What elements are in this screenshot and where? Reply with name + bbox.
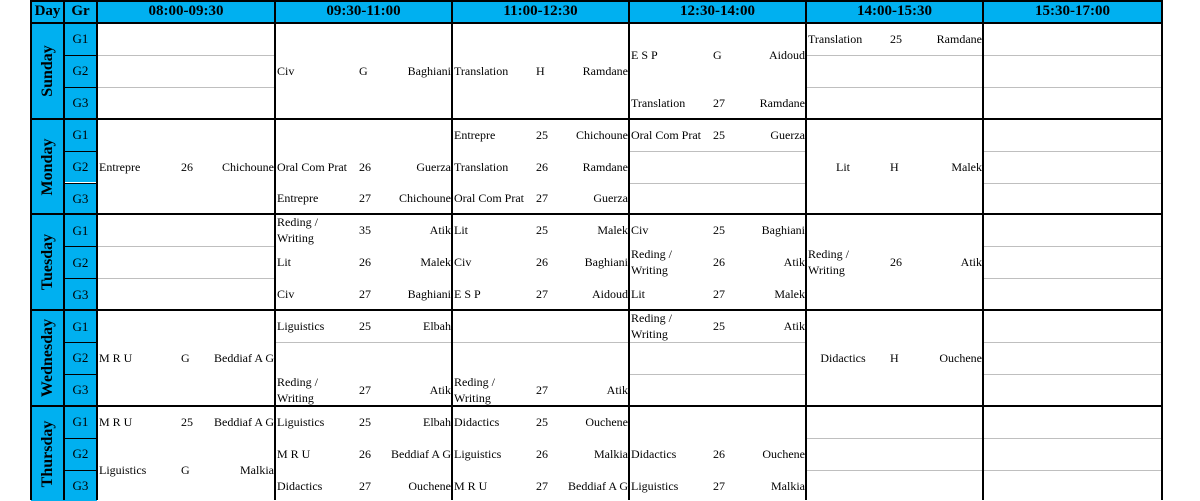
subject-text: Liguistics (277, 319, 325, 334)
class-slot-m-r-u (275, 438, 452, 470)
class-slot-translation (452, 23, 629, 119)
teacher-text: Chichoune (399, 191, 451, 206)
teacher-text: Ouchene (585, 414, 628, 429)
class-slot-lit (275, 246, 452, 278)
room-text: 27 (359, 287, 371, 302)
teacher-text: Malek (420, 255, 451, 270)
header-time-2: 09:30-11:00 (275, 0, 452, 23)
subject-text: M R U (99, 414, 133, 429)
room-text: 27 (713, 478, 725, 493)
teacher-text: Guerza (416, 159, 451, 174)
room-text: 25 (359, 414, 371, 429)
room-text: 26 (713, 255, 725, 270)
header-time-5: 14:00-15:30 (806, 0, 983, 23)
day-label-wednesday (31, 310, 64, 406)
class-slot-e-s-p (452, 278, 629, 310)
class-slot-m-r-u (97, 406, 275, 438)
subject-text: Translation (454, 63, 509, 78)
subject-text: M R U (454, 478, 488, 493)
row-divider (97, 246, 275, 247)
room-text: 27 (359, 191, 371, 206)
subject-text: Liguistics (277, 414, 325, 429)
teacher-text: Ouchene (408, 478, 451, 493)
timetable (31, 0, 1162, 500)
room-text: 26 (536, 159, 548, 174)
day-name: Thursday (38, 420, 56, 487)
row-divider (629, 342, 806, 343)
subject-text: Civ (631, 223, 649, 238)
class-slot-oral-com-prat (275, 151, 452, 183)
room-text: G (713, 47, 722, 62)
subject-text: Reding / Writing (631, 311, 672, 342)
column-divider (274, 0, 276, 500)
teacher-text: Atik (429, 382, 451, 397)
teacher-text: Ramdane (759, 95, 805, 110)
group-label (64, 23, 97, 55)
group-label (64, 278, 97, 310)
class-slot-translation (452, 151, 629, 183)
room-text: 26 (359, 159, 371, 174)
class-slot-liguistics (452, 438, 629, 470)
header-day: Day (31, 0, 64, 23)
class-slot-civ (629, 214, 806, 246)
teacher-text: Beddiaf A G (214, 414, 274, 429)
room-text: 26 (359, 255, 371, 270)
teacher-text: Malek (774, 287, 805, 302)
teacher-text: Baghiani (407, 63, 451, 78)
row-divider (97, 87, 275, 88)
subject-text: Lit (631, 287, 645, 302)
group-label (64, 246, 97, 278)
subject-text: Lit (454, 223, 468, 238)
room-text: 27 (359, 478, 371, 493)
day-separator (31, 309, 1162, 311)
subject-text: Didactics (277, 478, 323, 493)
top-border (31, 0, 1162, 2)
class-slot-reding-writing (452, 374, 629, 406)
group-name: G3 (72, 478, 89, 494)
subject-text: Oral Com Prat (277, 159, 347, 174)
subject-text: Civ (454, 255, 472, 270)
day-name: Monday (38, 138, 56, 195)
teacher-text: Aidoud (769, 47, 805, 62)
class-slot-entrepre (97, 119, 275, 215)
column-divider (30, 0, 32, 500)
day-label-sunday (31, 23, 64, 119)
group-name: G1 (72, 127, 89, 143)
day-separator (31, 118, 1162, 120)
teacher-text: Atik (960, 255, 982, 270)
teacher-text: Elbah (423, 414, 451, 429)
room-text: 27 (536, 287, 548, 302)
class-slot-lit (452, 214, 629, 246)
subject-text: Oral Com Prat (454, 191, 524, 206)
subject-text: Lit (277, 255, 291, 270)
room-text: G (181, 350, 190, 365)
column-divider (805, 0, 807, 500)
teacher-text: Malek (597, 223, 628, 238)
subject-text: Entrepre (277, 191, 319, 206)
subject-text: Liguistics (631, 478, 679, 493)
row-divider (97, 278, 275, 279)
row-divider (806, 87, 983, 88)
header-separator (31, 22, 1162, 24)
row-divider (629, 151, 806, 152)
teacher-text: Ramdane (582, 159, 628, 174)
subject-text: Lit (836, 159, 850, 174)
teacher-text: Guerza (770, 127, 805, 142)
teacher-text: Ramdane (582, 63, 628, 78)
group-name: G1 (72, 222, 89, 238)
row-divider (983, 183, 1162, 184)
subject-text: Reding / Writing (277, 374, 318, 405)
subject-text: Reding / Writing (631, 247, 672, 278)
teacher-text: Baghiani (761, 223, 805, 238)
header-group: Gr (64, 0, 97, 23)
group-label (64, 214, 97, 246)
group-label (64, 310, 97, 342)
room-text: G (181, 462, 190, 477)
teacher-text: Chichoune (222, 159, 274, 174)
teacher-text: Elbah (423, 319, 451, 334)
class-slot-translation (806, 23, 983, 55)
row-divider (97, 55, 275, 56)
group-label (64, 87, 97, 119)
group-name: G3 (72, 286, 89, 302)
teacher-text: Ouchene (762, 446, 805, 461)
group-name: G2 (72, 350, 89, 366)
group-label (64, 406, 97, 438)
column-divider (96, 0, 98, 500)
teacher-text: Baghiani (584, 255, 628, 270)
class-slot-liguistics (275, 406, 452, 438)
row-divider (983, 342, 1162, 343)
group-label (64, 183, 97, 215)
subject-text: Translation (808, 31, 863, 46)
room-text: 25 (713, 127, 725, 142)
teacher-text: Atik (606, 382, 628, 397)
row-divider (983, 246, 1162, 247)
room-text: 27 (713, 95, 725, 110)
class-slot-lit (629, 278, 806, 310)
day-label-monday (31, 119, 64, 215)
teacher-text: Aidoud (592, 287, 628, 302)
group-name: G2 (72, 254, 89, 270)
room-text: H (536, 63, 545, 78)
room-text: 26 (536, 446, 548, 461)
class-slot-civ (275, 278, 452, 310)
class-slot-civ (275, 23, 452, 119)
subject-text: Didactics (631, 446, 677, 461)
class-slot-liguistics (629, 470, 806, 501)
teacher-text: Beddiaf A G (214, 350, 274, 365)
column-divider (63, 0, 65, 500)
teacher-text: Ramdane (936, 31, 982, 46)
group-name: G3 (72, 190, 89, 206)
day-label-thursday (31, 406, 64, 501)
class-slot-reding-writing (275, 374, 452, 406)
teacher-text: Malek (951, 159, 982, 174)
group-label (64, 470, 97, 501)
room-text: 25 (536, 414, 548, 429)
room-text: 25 (890, 31, 902, 46)
teacher-text: Chichoune (576, 127, 628, 142)
group-name: G3 (72, 382, 89, 398)
room-text: H (890, 350, 899, 365)
room-text: 27 (536, 382, 548, 397)
group-name: G3 (72, 95, 89, 111)
room-text: 25 (713, 223, 725, 238)
class-slot-e-s-p (629, 23, 806, 87)
teacher-text: Malkia (771, 478, 805, 493)
row-divider (806, 470, 983, 471)
class-slot-liguistics (97, 438, 275, 501)
day-name: Wednesday (38, 318, 56, 398)
group-name: G2 (72, 446, 89, 462)
subject-text: Liguistics (454, 446, 502, 461)
subject-text: Entrepre (454, 127, 496, 142)
row-divider (806, 438, 983, 439)
room-text: G (359, 63, 368, 78)
room-text: 35 (359, 223, 371, 238)
subject-text: M R U (277, 446, 311, 461)
subject-text: Didactics (820, 350, 866, 365)
room-text: 26 (536, 255, 548, 270)
class-slot-didactics (806, 310, 983, 406)
group-name: G1 (72, 31, 89, 47)
room-text: H (890, 159, 899, 174)
teacher-text: Atik (783, 319, 805, 334)
group-label (64, 342, 97, 374)
group-label (64, 151, 97, 183)
room-text: 27 (536, 478, 548, 493)
day-label-tuesday (31, 214, 64, 310)
group-label (64, 374, 97, 406)
teacher-text: Malkia (240, 462, 274, 477)
row-divider (275, 342, 452, 343)
teacher-text: Beddiaf A G (568, 478, 628, 493)
class-slot-lit (806, 119, 983, 215)
subject-text: Translation (454, 159, 509, 174)
room-text: 25 (713, 319, 725, 334)
teacher-text: Malkia (594, 446, 628, 461)
group-label (64, 119, 97, 151)
class-slot-translation (629, 87, 806, 119)
day-name: Tuesday (38, 234, 56, 291)
header-time-6: 15:30-17:00 (983, 0, 1162, 23)
class-slot-reding-writing (806, 214, 983, 310)
class-slot-oral-com-prat (629, 119, 806, 151)
column-divider (628, 0, 630, 500)
room-text: 27 (713, 287, 725, 302)
header-time-3: 11:00-12:30 (452, 0, 629, 23)
teacher-text: Atik (429, 223, 451, 238)
group-name: G1 (72, 318, 89, 334)
day-separator (31, 405, 1162, 407)
subject-text: Reding / Writing (808, 247, 849, 278)
room-text: 27 (359, 382, 371, 397)
class-slot-reding-writing (275, 214, 452, 246)
row-divider (983, 438, 1162, 439)
class-slot-civ (452, 246, 629, 278)
class-slot-m-r-u (97, 310, 275, 406)
day-name: Sunday (38, 45, 56, 97)
group-label (64, 55, 97, 87)
class-slot-didactics (452, 406, 629, 438)
subject-text: Reding / Writing (454, 374, 495, 405)
group-name: G2 (72, 159, 89, 175)
group-label (64, 438, 97, 470)
group-name: G1 (72, 414, 89, 430)
room-text: 26 (181, 159, 193, 174)
header-time-1: 08:00-09:30 (97, 0, 275, 23)
room-text: 27 (536, 191, 548, 206)
subject-text: M R U (99, 350, 133, 365)
group-name: G2 (72, 63, 89, 79)
teacher-text: Baghiani (407, 287, 451, 302)
teacher-text: Beddiaf A G (391, 446, 451, 461)
class-slot-oral-com-prat (452, 183, 629, 215)
row-divider (983, 87, 1162, 88)
room-text: 25 (181, 414, 193, 429)
teacher-text: Ouchene (939, 350, 982, 365)
day-separator (31, 213, 1162, 215)
subject-text: Didactics (454, 414, 500, 429)
room-text: 25 (536, 127, 548, 142)
class-slot-entrepre (452, 119, 629, 151)
column-divider (982, 0, 984, 500)
row-divider (983, 55, 1162, 56)
class-slot-m-r-u (452, 470, 629, 501)
subject-text: Entrepre (99, 159, 141, 174)
row-divider (629, 374, 806, 375)
subject-text: Liguistics (99, 462, 147, 477)
row-divider (629, 183, 806, 184)
subject-text: Civ (277, 63, 295, 78)
subject-text: Oral Com Prat (631, 127, 701, 142)
room-text: 26 (359, 446, 371, 461)
row-divider (806, 55, 983, 56)
room-text: 25 (359, 319, 371, 334)
subject-text: Civ (277, 287, 295, 302)
room-text: 25 (536, 223, 548, 238)
column-divider (451, 0, 453, 500)
column-divider (1161, 0, 1163, 500)
row-divider (983, 278, 1162, 279)
row-divider (983, 374, 1162, 375)
row-divider (452, 342, 629, 343)
class-slot-didactics (275, 470, 452, 501)
class-slot-didactics (629, 438, 806, 470)
class-slot-reding-writing (629, 246, 806, 278)
class-slot-entrepre (275, 183, 452, 215)
subject-text: Translation (631, 95, 686, 110)
subject-text: Reding / Writing (277, 215, 318, 246)
subject-text: E S P (454, 287, 481, 302)
room-text: 26 (713, 446, 725, 461)
teacher-text: Guerza (593, 191, 628, 206)
row-divider (983, 151, 1162, 152)
class-slot-reding-writing (629, 310, 806, 342)
class-slot-liguistics (275, 310, 452, 342)
header-time-4: 12:30-14:00 (629, 0, 806, 23)
subject-text: E S P (631, 47, 658, 62)
room-text: 26 (890, 255, 902, 270)
teacher-text: Atik (783, 255, 805, 270)
row-divider (983, 470, 1162, 471)
